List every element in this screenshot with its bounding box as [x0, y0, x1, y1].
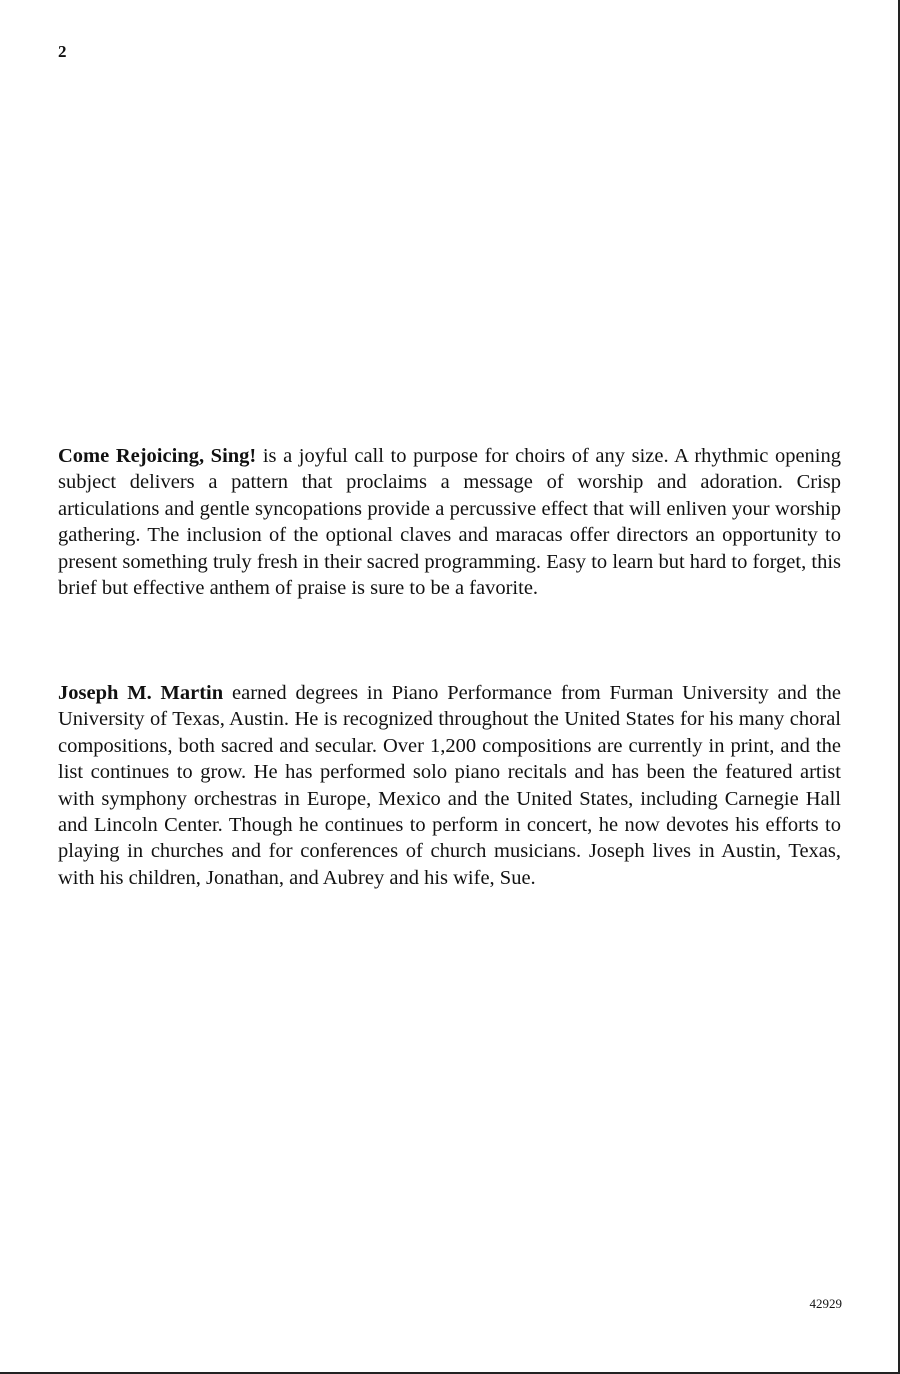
description-text: is a joyful call to purpose for choirs of any size. A rhythmic opening subject delivers a pattern that proclaims a message of worship and adoration. Crisp articulations and gentle syncopations provide a percussive effect that will enliven your worship gathering. The inclusion of the optional claves and maracas offer directors an opportunity to present something truly fresh in their sacred programming. Easy to learn but hard to forget, this brief but effective anthem of praise is sure to be a favorite. — [58, 445, 841, 600]
description-paragraph — [58, 443, 841, 601]
biography-text: earned degrees in Piano Performance from Furman University and the University of Texas, Austin. He is recognized throughout the United States for his many choral compositions, both sacred and secular. Over 1,200 compositions are currently in print, and the list continues to grow. He has performed solo piano recitals and has been the featured artist with symphony orchestras in Europe, Mexico and the United States, including Carnegie Hall and Lincoln Center. Though he continues to perform in concert, he now devotes his efforts to playing in churches and for conferences of church musicians. Joseph lives in Austin, Texas, with his children, Jonathan, and Aubrey and his wife, Sue. — [58, 682, 841, 889]
biography-paragraph — [58, 680, 841, 891]
catalog-number: 42929 — [809, 1296, 842, 1311]
page-number: 2 — [58, 42, 67, 61]
composer-name: Joseph M. Martin — [58, 682, 224, 704]
piece-title: Come Rejoicing, Sing! — [58, 445, 257, 467]
